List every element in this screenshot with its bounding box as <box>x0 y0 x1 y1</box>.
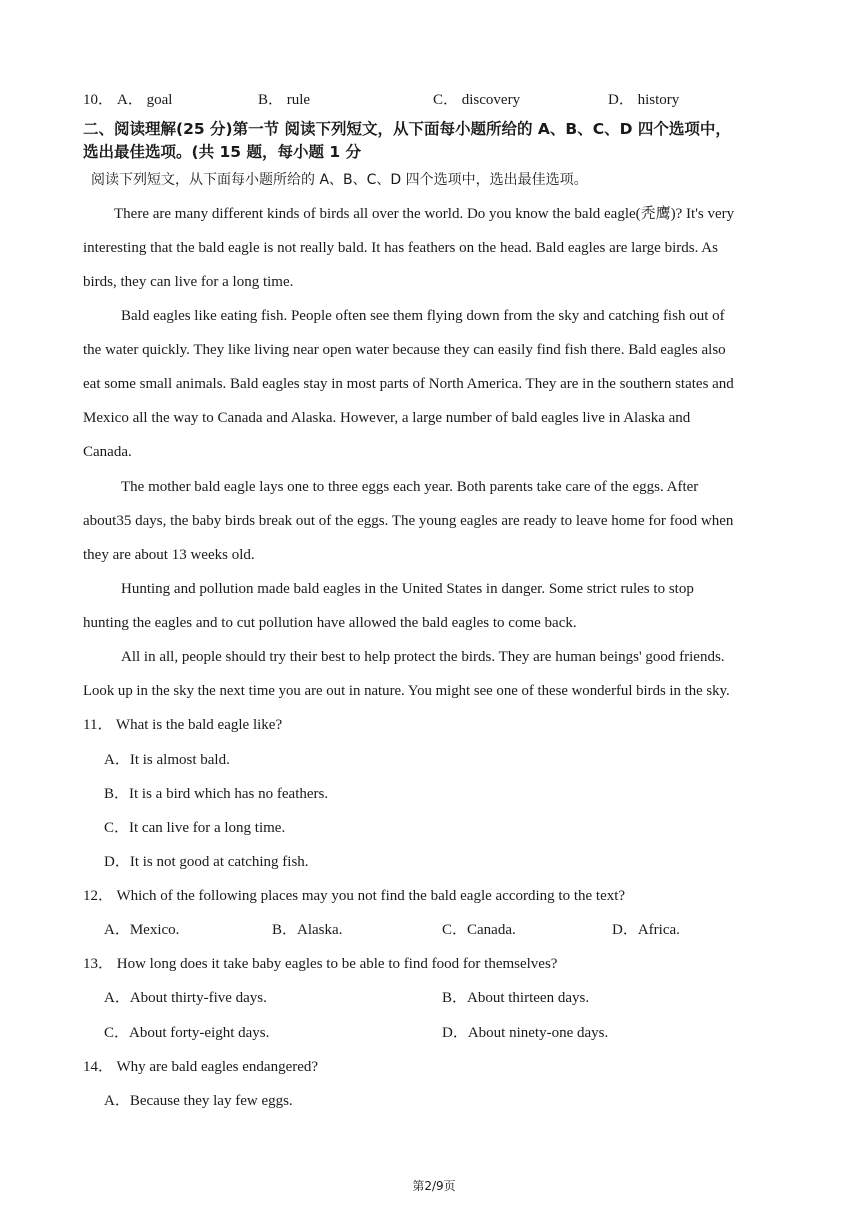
question-12-option-a: A．Mexico. <box>104 922 180 938</box>
passage-line: interesting that the bald eagle is not really bald. It has feathers on the head. Bald eagles are large birds. As <box>83 240 718 256</box>
q10-option-a: A． goal <box>117 92 173 108</box>
question-11-option-a: A．It is almost bald. <box>104 752 230 768</box>
question-12-stem: 12． Which of the following places may you not find the bald eagle according to the text? <box>83 888 626 904</box>
q10-option-d: D． history <box>608 92 680 108</box>
question-11-option-d: D．It is not good at catching fish. <box>104 854 309 870</box>
passage-line: hunting the eagles and to cut pollution have allowed the bald eagles to come back. <box>83 615 577 631</box>
passage-line: All in all, people should try their best to help protect the birds. They are human beings' good friends. <box>121 649 725 665</box>
question-12-option-d: D．Africa. <box>612 922 680 938</box>
passage-line: Canada. <box>83 444 132 460</box>
q10-number: 10． <box>83 92 114 108</box>
question-12-option-c: C．Canada. <box>442 922 516 938</box>
passage-line: There are many different kinds of birds all over the world. Do you know the bald eagle(秃鹰)? It's very <box>114 206 735 222</box>
passage-line: about35 days, the baby birds break out of the eggs. The young eagles are ready to leave home for food when <box>83 513 734 529</box>
passage-line: Mexico all the way to Canada and Alaska. However, a large number of bald eagles live in Alaska and <box>83 410 691 426</box>
question-13-option-d: D．About ninety-one days. <box>442 1025 609 1041</box>
passage-line: Look up in the sky the next time you are out in nature. You might see one of these wonderful birds in the sky. <box>83 683 730 699</box>
section-heading-line1: 二、阅读理解(25 分)第一节 阅读下列短文，从下面每小题所给的 A、B、C、D 四个选项中， <box>83 120 731 138</box>
question-14-option-a: A．Because they lay few eggs. <box>104 1093 293 1109</box>
section-instruction: 阅读下列短文，从下面每小题所给的 A、B、C、D 四个选项中，选出最佳选项。 <box>91 172 588 188</box>
passage-line: Bald eagles like eating fish. People often see them flying down from the sky and catching fish out of <box>121 308 725 324</box>
question-11-option-c: C．It can live for a long time. <box>104 820 286 836</box>
passage-line: birds, they can live for a long time. <box>83 274 294 290</box>
question-13-option-b: B．About thirteen days. <box>442 990 590 1006</box>
question-13-option-a: A．About thirty-five days. <box>104 990 267 1006</box>
passage-line: eat some small animals. Bald eagles stay in most parts of North America. They are in the southern states and <box>83 376 734 392</box>
passage-line: Hunting and pollution made bald eagles in the United States in danger. Some strict rules to stop <box>121 581 694 597</box>
question-14-stem: 14． Why are bald eagles endangered? <box>83 1059 319 1075</box>
passage-line: they are about 13 weeks old. <box>83 547 255 563</box>
question-13-stem: 13． How long does it take baby eagles to be able to find food for themselves? <box>83 956 558 972</box>
q10-option-b: B． rule <box>258 92 311 108</box>
question-11-stem: 11． What is the bald eagle like? <box>83 717 283 733</box>
page-number: 第2/9页 <box>412 1179 456 1193</box>
section-heading-line2: 选出最佳选项。(共 15 题，每小题 1 分 <box>83 143 362 161</box>
passage-line: the water quickly. They like living near open water because they can easily find fish there. Bald eagles also <box>83 342 726 358</box>
q10-option-c: C． discovery <box>433 92 521 108</box>
passage-line: The mother bald eagle lays one to three eggs each year. Both parents take care of the eggs. After <box>121 479 699 495</box>
question-13-option-c: C．About forty-eight days. <box>104 1025 270 1041</box>
question-12-option-b: B．Alaska. <box>272 922 343 938</box>
question-11-option-b: B．It is a bird which has no feathers. <box>104 786 329 802</box>
